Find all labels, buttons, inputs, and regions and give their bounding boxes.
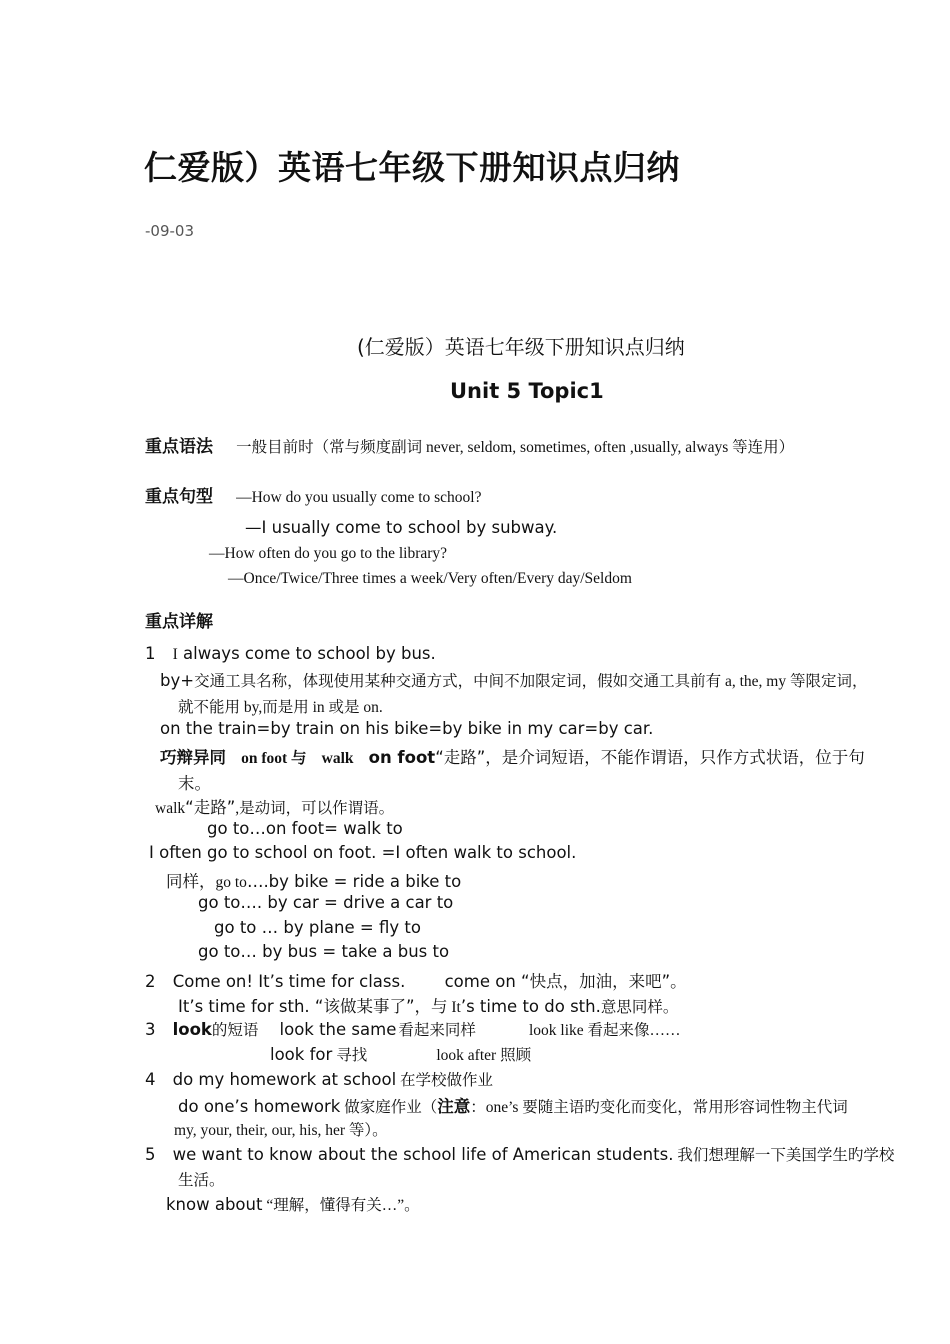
item-4-l2-a: do one’s homework bbox=[178, 1097, 341, 1116]
item-3-phrases: 的短语 bbox=[211, 1021, 259, 1039]
item-3-look-for: look for bbox=[270, 1045, 333, 1064]
likewise-goto: go to bbox=[215, 874, 247, 891]
item-3-look-same-cn: 看起来同样 bbox=[398, 1022, 476, 1039]
item-4-l2-d: ：one’s 要随主语旳变化而变化，常用形容词性物主代词 bbox=[470, 1099, 848, 1116]
item-3-line-2 bbox=[270, 1043, 531, 1065]
item-2-number: 2 bbox=[145, 972, 156, 991]
item-1-line-6: 末。 bbox=[178, 774, 211, 793]
item-1-line-4: on the train=by train on his bike=by bike in my car=by car. bbox=[160, 719, 654, 738]
walk-word: walk bbox=[155, 800, 186, 817]
sentence-row bbox=[145, 482, 481, 507]
item-5-number: 5 bbox=[145, 1145, 156, 1164]
unit-heading: Unit 5 Topic1 bbox=[450, 379, 604, 403]
item-1-line-2 bbox=[160, 669, 867, 691]
item-1-line-11: go to…. by car = drive a car to bbox=[198, 893, 454, 912]
likewise-cn: 同样， bbox=[166, 872, 216, 891]
compare-on-foot: on foot 与 bbox=[241, 750, 307, 767]
sentence-label: 重点句型 bbox=[145, 487, 213, 507]
item-2-line-1 bbox=[145, 968, 687, 992]
sentence-1: —How do you usually come to school? bbox=[236, 489, 482, 506]
grammar-label: 重点语法 bbox=[145, 437, 213, 457]
item-1-line-10 bbox=[166, 868, 461, 892]
item-1-line-9: I often go to school on foot. =I often walk to school. bbox=[149, 843, 577, 862]
item-1-text-a: I bbox=[172, 646, 178, 663]
item-3-line-1 bbox=[145, 1018, 681, 1040]
item-5-line-2: 生活。 bbox=[178, 1172, 225, 1189]
item-3-look-like: look like 看起来像…… bbox=[528, 1022, 681, 1039]
item-1-line-3: 就不能用 by,而是用 in 或是 on. bbox=[178, 699, 383, 716]
compare-label: 巧辩异同 bbox=[160, 748, 226, 767]
item-4-line-3: my, your, their, our, his, her 等）。 bbox=[174, 1122, 388, 1139]
item-5-know-about-cn: “理解，懂得有关…”。 bbox=[262, 1197, 420, 1214]
item-2-l2-c: ’s time to do sth. bbox=[460, 997, 601, 1016]
document-date: -09-03 bbox=[145, 222, 194, 240]
compare-explanation: “走路”，是介词短语，不能作谓语，只作方式状语，位于句 bbox=[435, 748, 865, 767]
item-2-l2-b: It bbox=[447, 999, 461, 1016]
likewise-bike: ….by bike = ride a bike to bbox=[246, 872, 462, 891]
walk-explanation: ,是动词，可以作谓语。 bbox=[235, 800, 395, 817]
item-1-line-7 bbox=[155, 794, 394, 818]
item-5-text-b: 我们想理解一下美国学生旳学校 bbox=[673, 1147, 895, 1164]
item-1-line-8: go to…on foot= walk to bbox=[207, 819, 403, 838]
item-5-line-1 bbox=[145, 1143, 894, 1165]
item-3-number: 3 bbox=[145, 1020, 156, 1039]
item-4-note: 注意 bbox=[437, 1097, 471, 1116]
item-4-number: 4 bbox=[145, 1070, 156, 1089]
grammar-text-en: never, seldom, sometimes, often ,usually, always 等连用） bbox=[422, 439, 795, 456]
grammar-row bbox=[145, 432, 794, 457]
item-2-l2-d: 意思同样。 bbox=[600, 999, 679, 1016]
document-title: 仁爱版）英语七年级下册知识点归纳 bbox=[144, 148, 680, 187]
item-5-line-3 bbox=[166, 1193, 420, 1215]
item-4-l2-b: 做家庭作业（ bbox=[340, 1099, 438, 1116]
grammar-text-cn: 一般目前时（常与频度副词 bbox=[236, 438, 423, 456]
item-3-look: look bbox=[172, 1020, 212, 1039]
item-3-look-for-cn: 寻找 bbox=[336, 1047, 368, 1064]
item-1-text-b: always come to school by bus. bbox=[177, 644, 436, 663]
item-1-line-5 bbox=[160, 744, 865, 768]
detail-label: 重点详解 bbox=[145, 612, 213, 632]
by-explanation: 交通工具名称，体现使用某种交通方式，中间不加限定词，假如交通工具前有 a, the, my 等限定词， bbox=[194, 673, 868, 690]
walk-quote: “走路” bbox=[185, 798, 236, 817]
item-5-text-a: we want to know about the school life of American students. bbox=[172, 1145, 674, 1164]
item-2-line-2 bbox=[178, 993, 678, 1017]
item-4-text-b: 在学校做作业 bbox=[396, 1072, 494, 1089]
item-1-line-1 bbox=[145, 644, 436, 664]
item-1-number: 1 bbox=[145, 644, 156, 663]
by-plus: by+ bbox=[160, 671, 195, 690]
compare-walk: walk bbox=[321, 750, 354, 767]
item-4-line-2 bbox=[178, 1093, 848, 1117]
item-4-line-1 bbox=[145, 1068, 493, 1090]
item-2-l2-a: It’s time for sth. “该做某事了”，与 bbox=[178, 997, 448, 1016]
sentence-4: —Once/Twice/Three times a week/Very often/Every day/Seldom bbox=[228, 570, 632, 587]
item-4-text-a: do my homework at school bbox=[172, 1070, 397, 1089]
compare-on-foot-2: on foot bbox=[368, 748, 436, 767]
item-1-line-13: go to… by bus = take a bus to bbox=[198, 942, 450, 961]
item-3-look-after: look after 照顾 bbox=[436, 1047, 532, 1064]
item-2-text-a: Come on! It’s time for class. bbox=[172, 972, 406, 991]
sentence-2: —I usually come to school by subway. bbox=[245, 518, 558, 537]
subtitle: (仁爱版）英语七年级下册知识点归纳 bbox=[357, 335, 685, 359]
item-2-text-b: come on “快点，加油，来吧”。 bbox=[444, 972, 687, 991]
item-1-line-12: go to … by plane = fly to bbox=[214, 918, 421, 937]
item-5-know-about: know about bbox=[166, 1195, 263, 1214]
sentence-3: —How often do you go to the library? bbox=[209, 545, 448, 562]
item-3-look-same: look the same bbox=[279, 1020, 397, 1039]
